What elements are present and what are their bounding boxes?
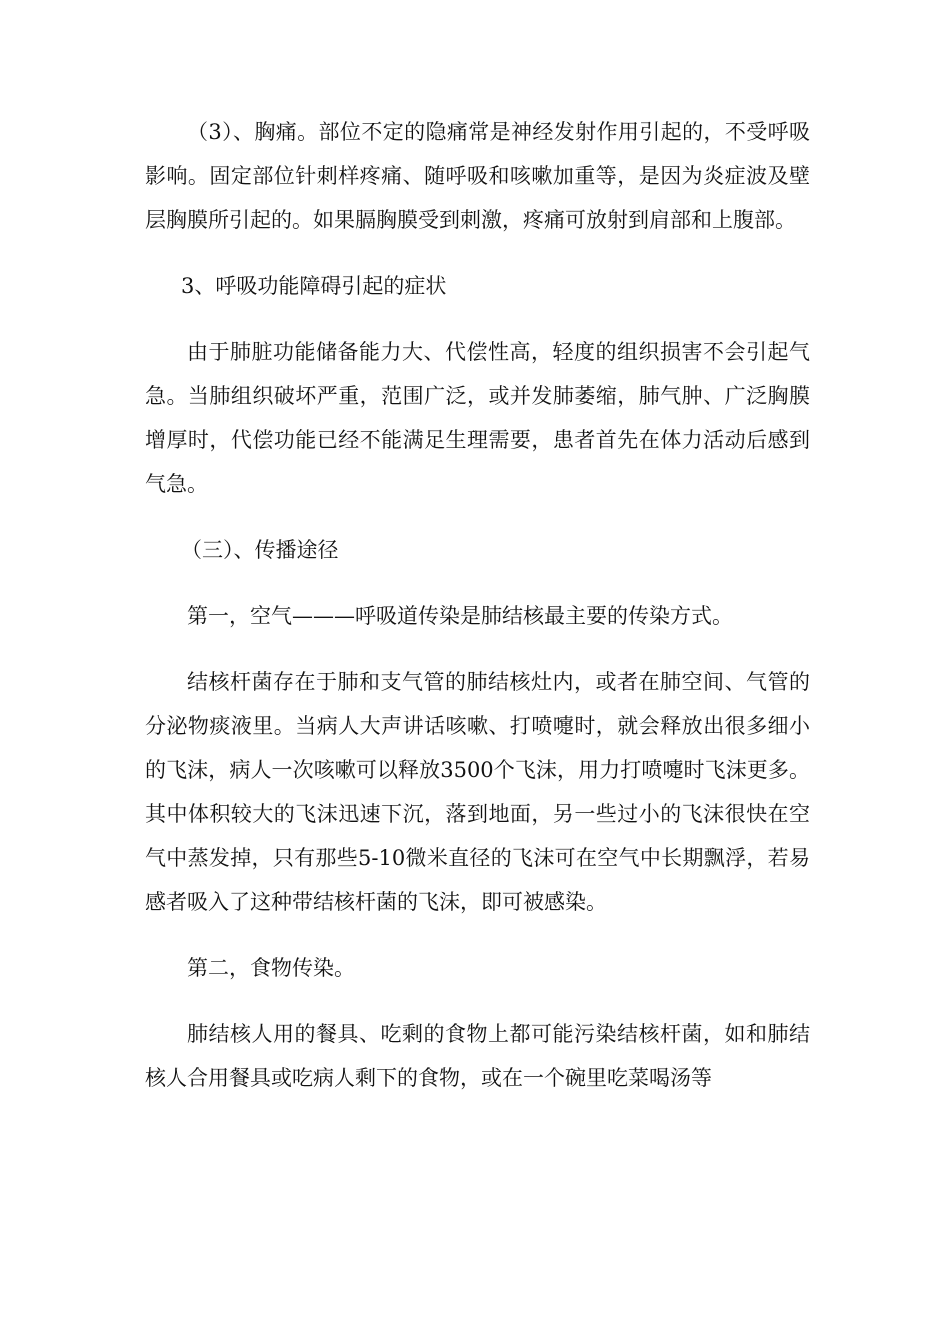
paragraph-chest-pain: （3）、胸痛。部位不定的隐痛常是神经发射作用引起的，不受呼吸影响。固定部位针刺样疼痛、随呼吸和咳嗽加重等，是因为炎症波及壁层胸膜所引起的。如果膈胸膜受到刺激，疼痛可放射到肩部和上腹部。 (145, 120, 810, 232)
paragraph-droplet-details: 结核杆菌存在于肺和支气管的肺结核灶内，或者在肺空间、气管的分泌物痰液里。当病人大声讲话咳嗽、打喷嚏时，就会释放出很多细小的飞沫，病人一次咳嗽可以释放3500个飞沫，用力打喷嚏时飞沫更多。其中体积较大的飞沫迅速下沉，落到地面，另一些过小的飞沫很快在空气中蒸发掉，只有那些5-10微米直径的飞沫可在空气中长期飘浮，若易感者吸入了这种带结核杆菌的飞沫，即可被感染。 (145, 670, 810, 914)
heading-transmission-routes: （三）、传播途径 (181, 538, 339, 562)
paragraph-food-transmission: 第二，食物传染。 (187, 956, 355, 980)
document-body (145, 110, 810, 1100)
paragraph-utensil-transmission: 肺结核人用的餐具、吃剩的食物上都可能污染结核杆菌，如和肺结核人合用餐具或吃病人剩下的食物，或在一个碗里吃菜喝汤等 (145, 1022, 810, 1090)
heading-respiratory-dysfunction: 3、呼吸功能障碍引起的症状 (181, 274, 447, 298)
paragraph-airborne-transmission: 第一，空气———呼吸道传染是肺结核最主要的传染方式。 (187, 604, 733, 628)
paragraph-shortness-of-breath: 由于肺脏功能储备能力大、代偿性高，轻度的组织损害不会引起气急。当肺组织破坏严重，范围广泛，或并发肺萎缩，肺气肿、广泛胸膜增厚时，代偿功能已经不能满足生理需要，患者首先在体力活动后感到气急。 (145, 340, 810, 496)
